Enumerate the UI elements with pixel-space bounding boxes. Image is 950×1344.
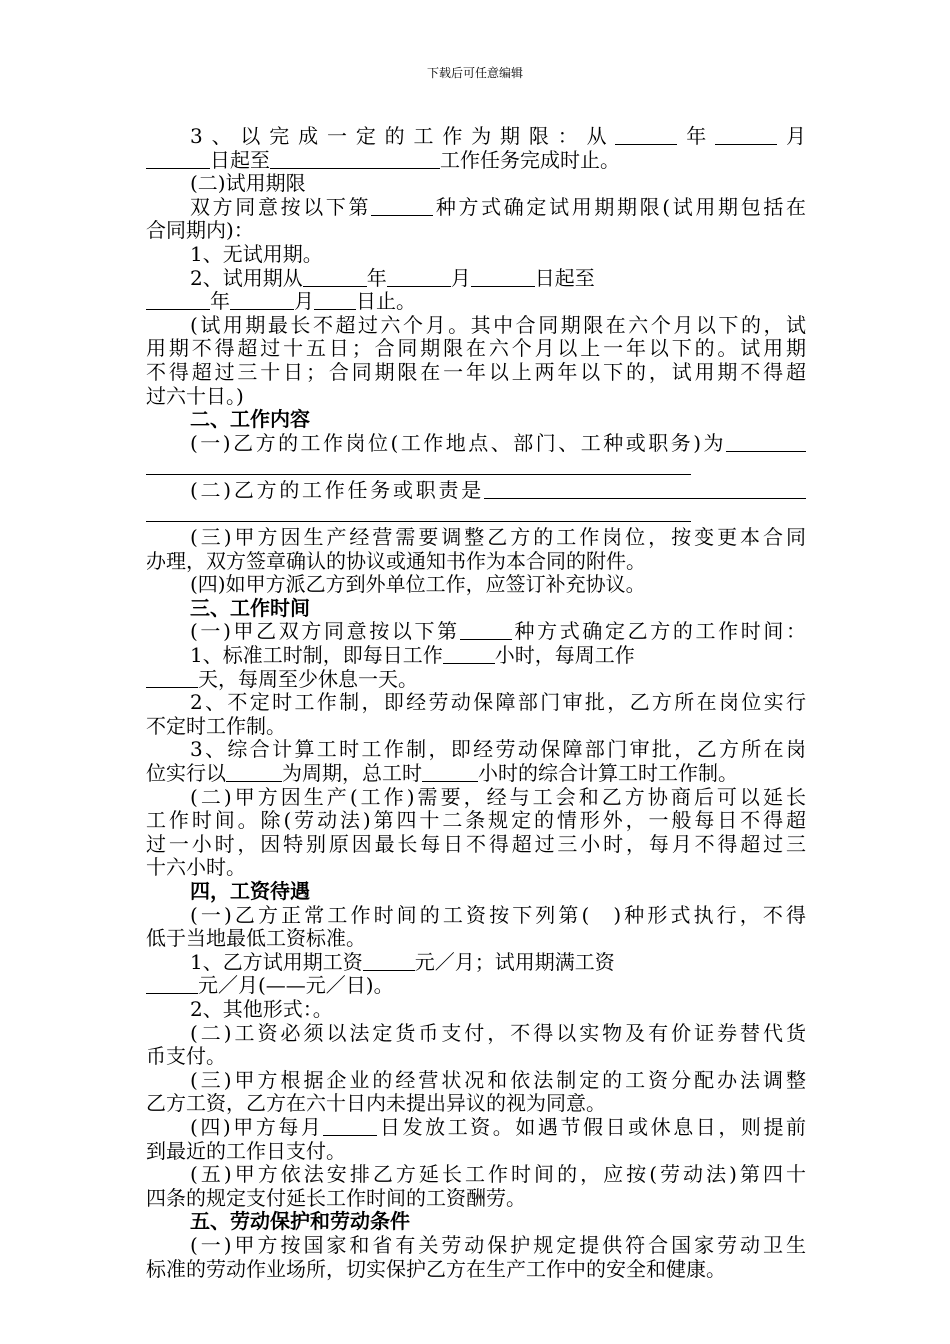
- paragraph: 年 月 日止。: [146, 290, 806, 314]
- paragraph: 日起至 工作任务完成时止。: [146, 149, 806, 173]
- paragraph: 标准的劳动作业场所，切实保护乙方在生产工作中的安全和健康。: [146, 1256, 726, 1281]
- paragraph: (试用期最长不超过六个月。其中合同期限在六个月以下的，试: [190, 312, 806, 337]
- paragraph: 过六十日。): [146, 383, 244, 408]
- blank-line: [387, 268, 451, 287]
- paragraph: 3、综合计算工时工作制，即经劳动保障部门审批，乙方所在岗: [190, 737, 806, 762]
- page-header: 下载后可任意编辑: [426, 66, 523, 80]
- clause-term-task: 3、以完成一定的工作为期限：从 年 月: [190, 124, 807, 148]
- paragraph: 2、其他形式：。: [190, 996, 333, 1021]
- blank-line: [230, 291, 294, 310]
- paragraph: (三)甲方因生产经营需要调整乙方的工作岗位，按变更本合同: [190, 525, 806, 550]
- paragraph: 过一小时，因特别原因最长每日不得超过三小时，每月不得超过三: [146, 831, 806, 856]
- paragraph: 元／月(——元／日)。: [146, 974, 806, 998]
- paragraph: (二)工资必须以法定货币支付，不得以实物及有价证券替代货: [190, 1020, 806, 1045]
- paragraph: (一)甲乙双方同意按以下第 种方式确定乙方的工作时间：: [190, 619, 807, 644]
- paragraph: 1、乙方试用期工资 元／月；试用期满工资: [190, 949, 615, 974]
- section-heading-work-time: 三、工作时间: [190, 595, 310, 620]
- paragraph: 工作时间。除(劳动法)第四十二条规定的情形外，一般每日不得超: [146, 808, 806, 833]
- paragraph: 低于当地最低工资标准。: [146, 926, 366, 951]
- blank-line: [303, 268, 367, 287]
- blank-line: [146, 503, 806, 527]
- paragraph: 1、标准工时制，即每日工作 小时，每周工作: [190, 643, 635, 668]
- paragraph: (四)甲方每月 日发放工资。如遇节假日或休息日，则提前: [190, 1114, 807, 1139]
- paragraph: 不得超过三十日；合同期限在一年以上两年以下的，试用期不得超: [146, 359, 806, 384]
- paragraph: 天，每周至少休息一天。: [146, 668, 806, 692]
- paragraph: 十六小时。: [146, 855, 246, 880]
- paragraph: 四条的规定支付延长工作时间的工资酬劳。: [146, 1185, 526, 1210]
- blank-line: [270, 150, 440, 169]
- blank-line: [615, 126, 677, 145]
- blank-line: [471, 268, 535, 287]
- blank-line: [460, 621, 512, 640]
- blank-line: [371, 197, 433, 216]
- paragraph: 到最近的工作日支付。: [146, 1138, 346, 1163]
- paragraph: 不定时工作制。: [146, 713, 286, 738]
- paragraph: (五)甲方依法安排乙方延长工作时间的，应按(劳动法)第四十: [190, 1162, 806, 1187]
- blank-line: [443, 645, 495, 664]
- paragraph: (四)如甲方派乙方到外单位工作，应签订补充协议。: [190, 572, 646, 597]
- paragraph: (一)甲方按国家和省有关劳动保护规定提供符合国家劳动卫生: [190, 1232, 806, 1257]
- paragraph: 2、不定时工作制，即经劳动保障部门审批，乙方所在岗位实行: [190, 690, 806, 715]
- blank-line: [363, 952, 415, 971]
- blank-line: [226, 763, 282, 782]
- blank-line: [484, 480, 806, 499]
- blank-line: [146, 291, 210, 310]
- paragraph: 乙方工资，乙方在六十日内未提出异议的视为同意。: [146, 1091, 606, 1116]
- blank-line: [146, 455, 806, 479]
- paragraph: 2、试用期从 年 月 日起至: [190, 265, 595, 290]
- paragraph: 合同期内)：: [146, 218, 254, 243]
- blank-line: [146, 669, 198, 688]
- paragraph: (三)甲方根据企业的经营状况和依法制定的工资分配办法调整: [190, 1067, 806, 1092]
- paragraph: (一)乙方正常工作时间的工资按下列第( )种形式执行，不得: [190, 902, 806, 927]
- paragraph: 办理，双方签章确认的协议或通知书作为本合同的附件。: [146, 548, 646, 573]
- blank-line: [715, 126, 777, 145]
- sub-heading: (二)试用期限: [190, 171, 306, 196]
- blank-line: [146, 150, 210, 169]
- blank-line: [146, 975, 198, 994]
- blank-line: [726, 433, 806, 452]
- paragraph: (二)甲方因生产(工作)需要，经与工会和乙方协商后可以延长: [190, 784, 806, 809]
- paragraph: (二)乙方的工作任务或职责是: [146, 479, 806, 503]
- blank-line: [422, 763, 478, 782]
- paragraph: (一)乙方的工作岗位(工作地点、部门、工种或职务)为: [146, 432, 806, 456]
- paragraph: 1、无试用期。: [190, 241, 323, 266]
- paragraph: 双方同意按以下第 种方式确定试用期期限(试用期包括在: [190, 194, 806, 219]
- section-heading-work-content: 二、工作内容: [190, 407, 310, 432]
- section-heading-labor-protection: 五、劳动保护和劳动条件: [190, 1209, 410, 1234]
- paragraph: 位实行以 为周期，总工时 小时的综合计算工时工作制。: [146, 761, 738, 786]
- blank-line: [323, 1117, 377, 1136]
- section-heading-wages: 四，工资待遇: [190, 879, 310, 903]
- contract-body: [146, 125, 806, 1281]
- paragraph: 用期不得超过十五日；合同期限在六个月以上一年以下的。试用期: [146, 336, 806, 361]
- blank-line: [314, 291, 356, 310]
- paragraph: 币支付。: [146, 1044, 226, 1069]
